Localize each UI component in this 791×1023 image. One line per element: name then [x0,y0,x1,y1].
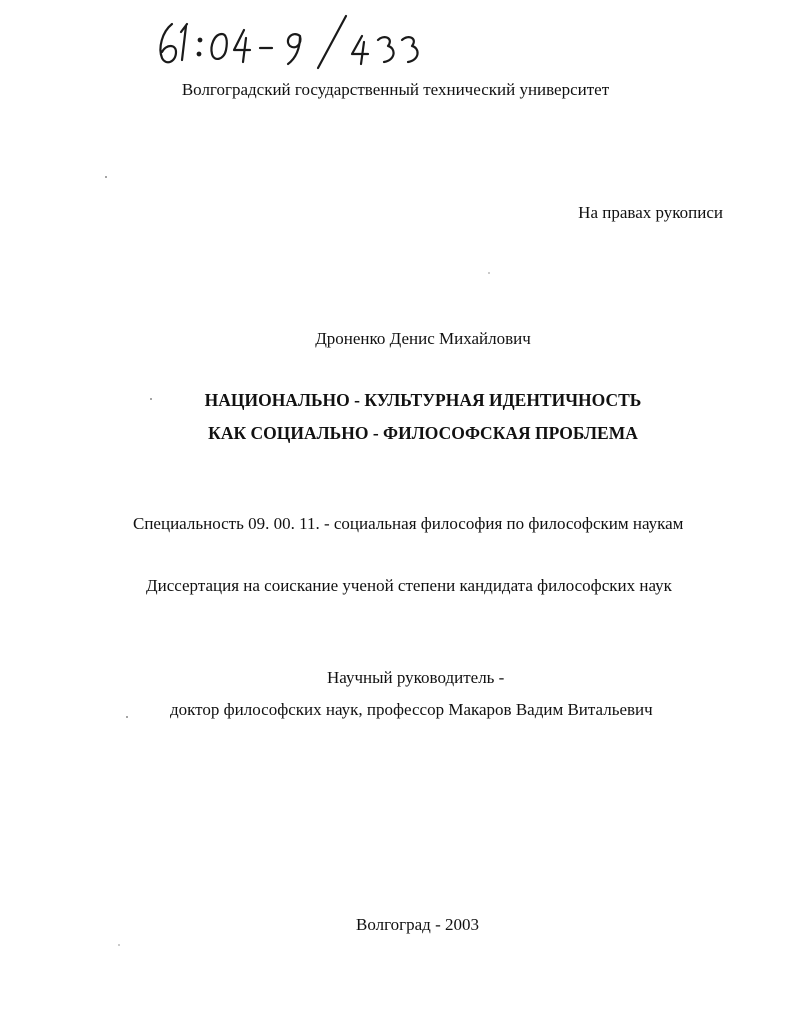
scan-speck [488,272,490,274]
scan-speck [118,944,120,946]
city-year: Волгоград - 2003 [356,915,479,934]
scan-speck [105,176,107,178]
handwritten-registry-number [150,10,450,70]
supervisor-label: Научный руководитель - [327,668,505,687]
title-line-2: КАК СОЦИАЛЬНО - ФИЛОСОФСКАЯ ПРОБЛЕМА [208,423,638,443]
degree-line: Диссертация на соискание ученой степени кандидата философских наук [146,576,672,595]
supervisor-name: доктор философских наук, профессор Макаров Вадим Витальевич [170,700,653,719]
title-line-1: НАЦИОНАЛЬНО - КУЛЬТУРНАЯ ИДЕНТИЧНОСТЬ [204,390,642,410]
author-name: Дроненко Денис Михайлович [315,329,531,348]
rights-note: На правах рукописи [578,203,723,222]
scan-speck [150,398,152,400]
scan-speck [126,716,128,718]
university-name: Волгоградский государственный технический университет [181,80,610,99]
specialty-line: Специальность 09. 00. 11. - социальная философия по философским наукам [133,514,684,533]
